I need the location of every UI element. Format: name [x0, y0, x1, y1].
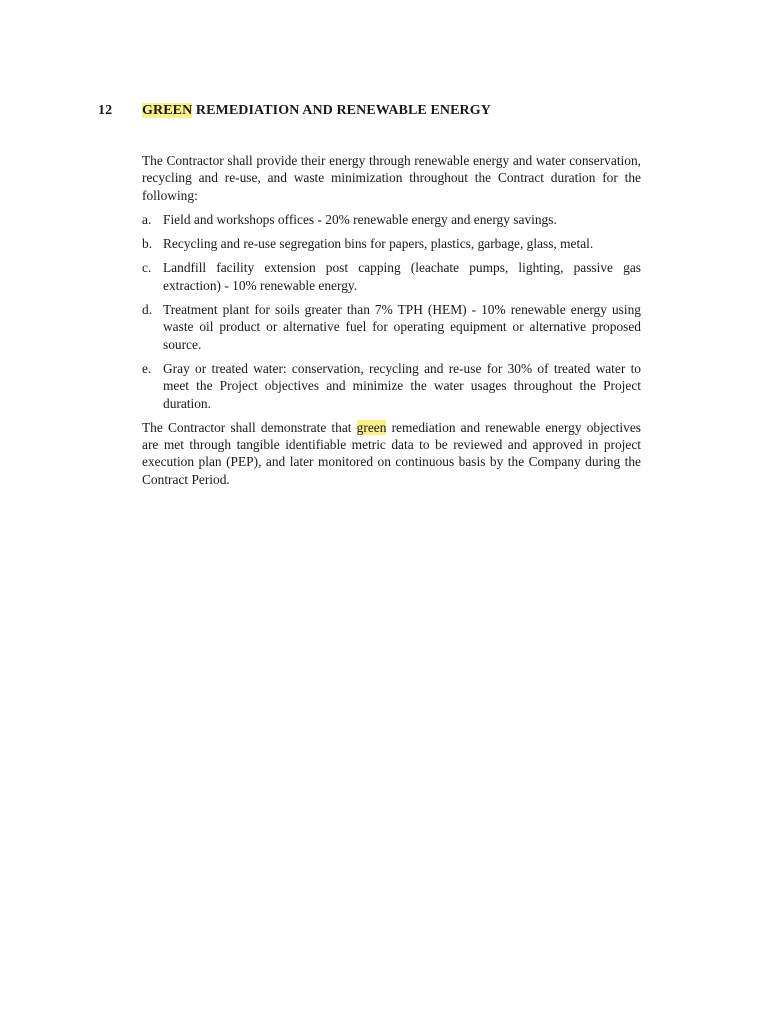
list-item-text: Recycling and re-use segregation bins for papers, plastics, garbage, glass, metal.	[163, 236, 594, 252]
list-marker: a.	[142, 211, 152, 227]
section-number: 12	[98, 103, 113, 118]
list-item	[142, 235, 641, 252]
intro-paragraph: The Contractor shall provide their energy through renewable energy and water conservation, recycling and re-use, and waste minimization throughout the Contract duration for the following:	[142, 153, 641, 203]
list-item	[142, 259, 641, 294]
list-item-text: Landfill facility extension post capping (leachate pumps, lighting, passive gas extraction) - 10% renewable energy.	[163, 260, 641, 293]
list-item-text: Treatment plant for soils greater than 7% TPH (HEM) - 10% renewable energy using waste oil product or alternative fuel for operating equipment or alternative proposed source.	[163, 302, 641, 352]
list-marker: d.	[142, 302, 153, 318]
closing-text-start: The Contractor shall demonstrate that	[142, 419, 357, 435]
closing-text-end: remediation and renewable energy objectives are met through tangible identifiable metric data to be reviewed and approved in project execution plan (PEP), and later monitored on continuous basis by the Company during the Contract Period.	[142, 419, 641, 487]
list-item	[142, 360, 641, 412]
closing-paragraph	[142, 419, 641, 488]
section-title-highlight: GREEN	[142, 103, 193, 118]
list-marker: b.	[142, 236, 153, 252]
section-body	[142, 152, 641, 488]
list-marker: c.	[142, 260, 152, 276]
closing-highlight: green	[356, 419, 387, 435]
list-item	[142, 301, 641, 353]
requirements-list	[142, 211, 641, 412]
list-marker: e.	[142, 360, 152, 376]
list-item-text: Gray or treated water: conservation, recycling and re-use for 30% of treated water to meet the Project objectives and minimize the water usages throughout the Project duration.	[163, 360, 641, 411]
section-heading	[98, 103, 491, 119]
list-item-text: Field and workshops offices - 20% renewable energy and energy savings.	[163, 211, 557, 227]
section-title: REMEDIATION AND RENEWABLE ENERGY	[192, 103, 491, 118]
list-item	[142, 211, 641, 228]
